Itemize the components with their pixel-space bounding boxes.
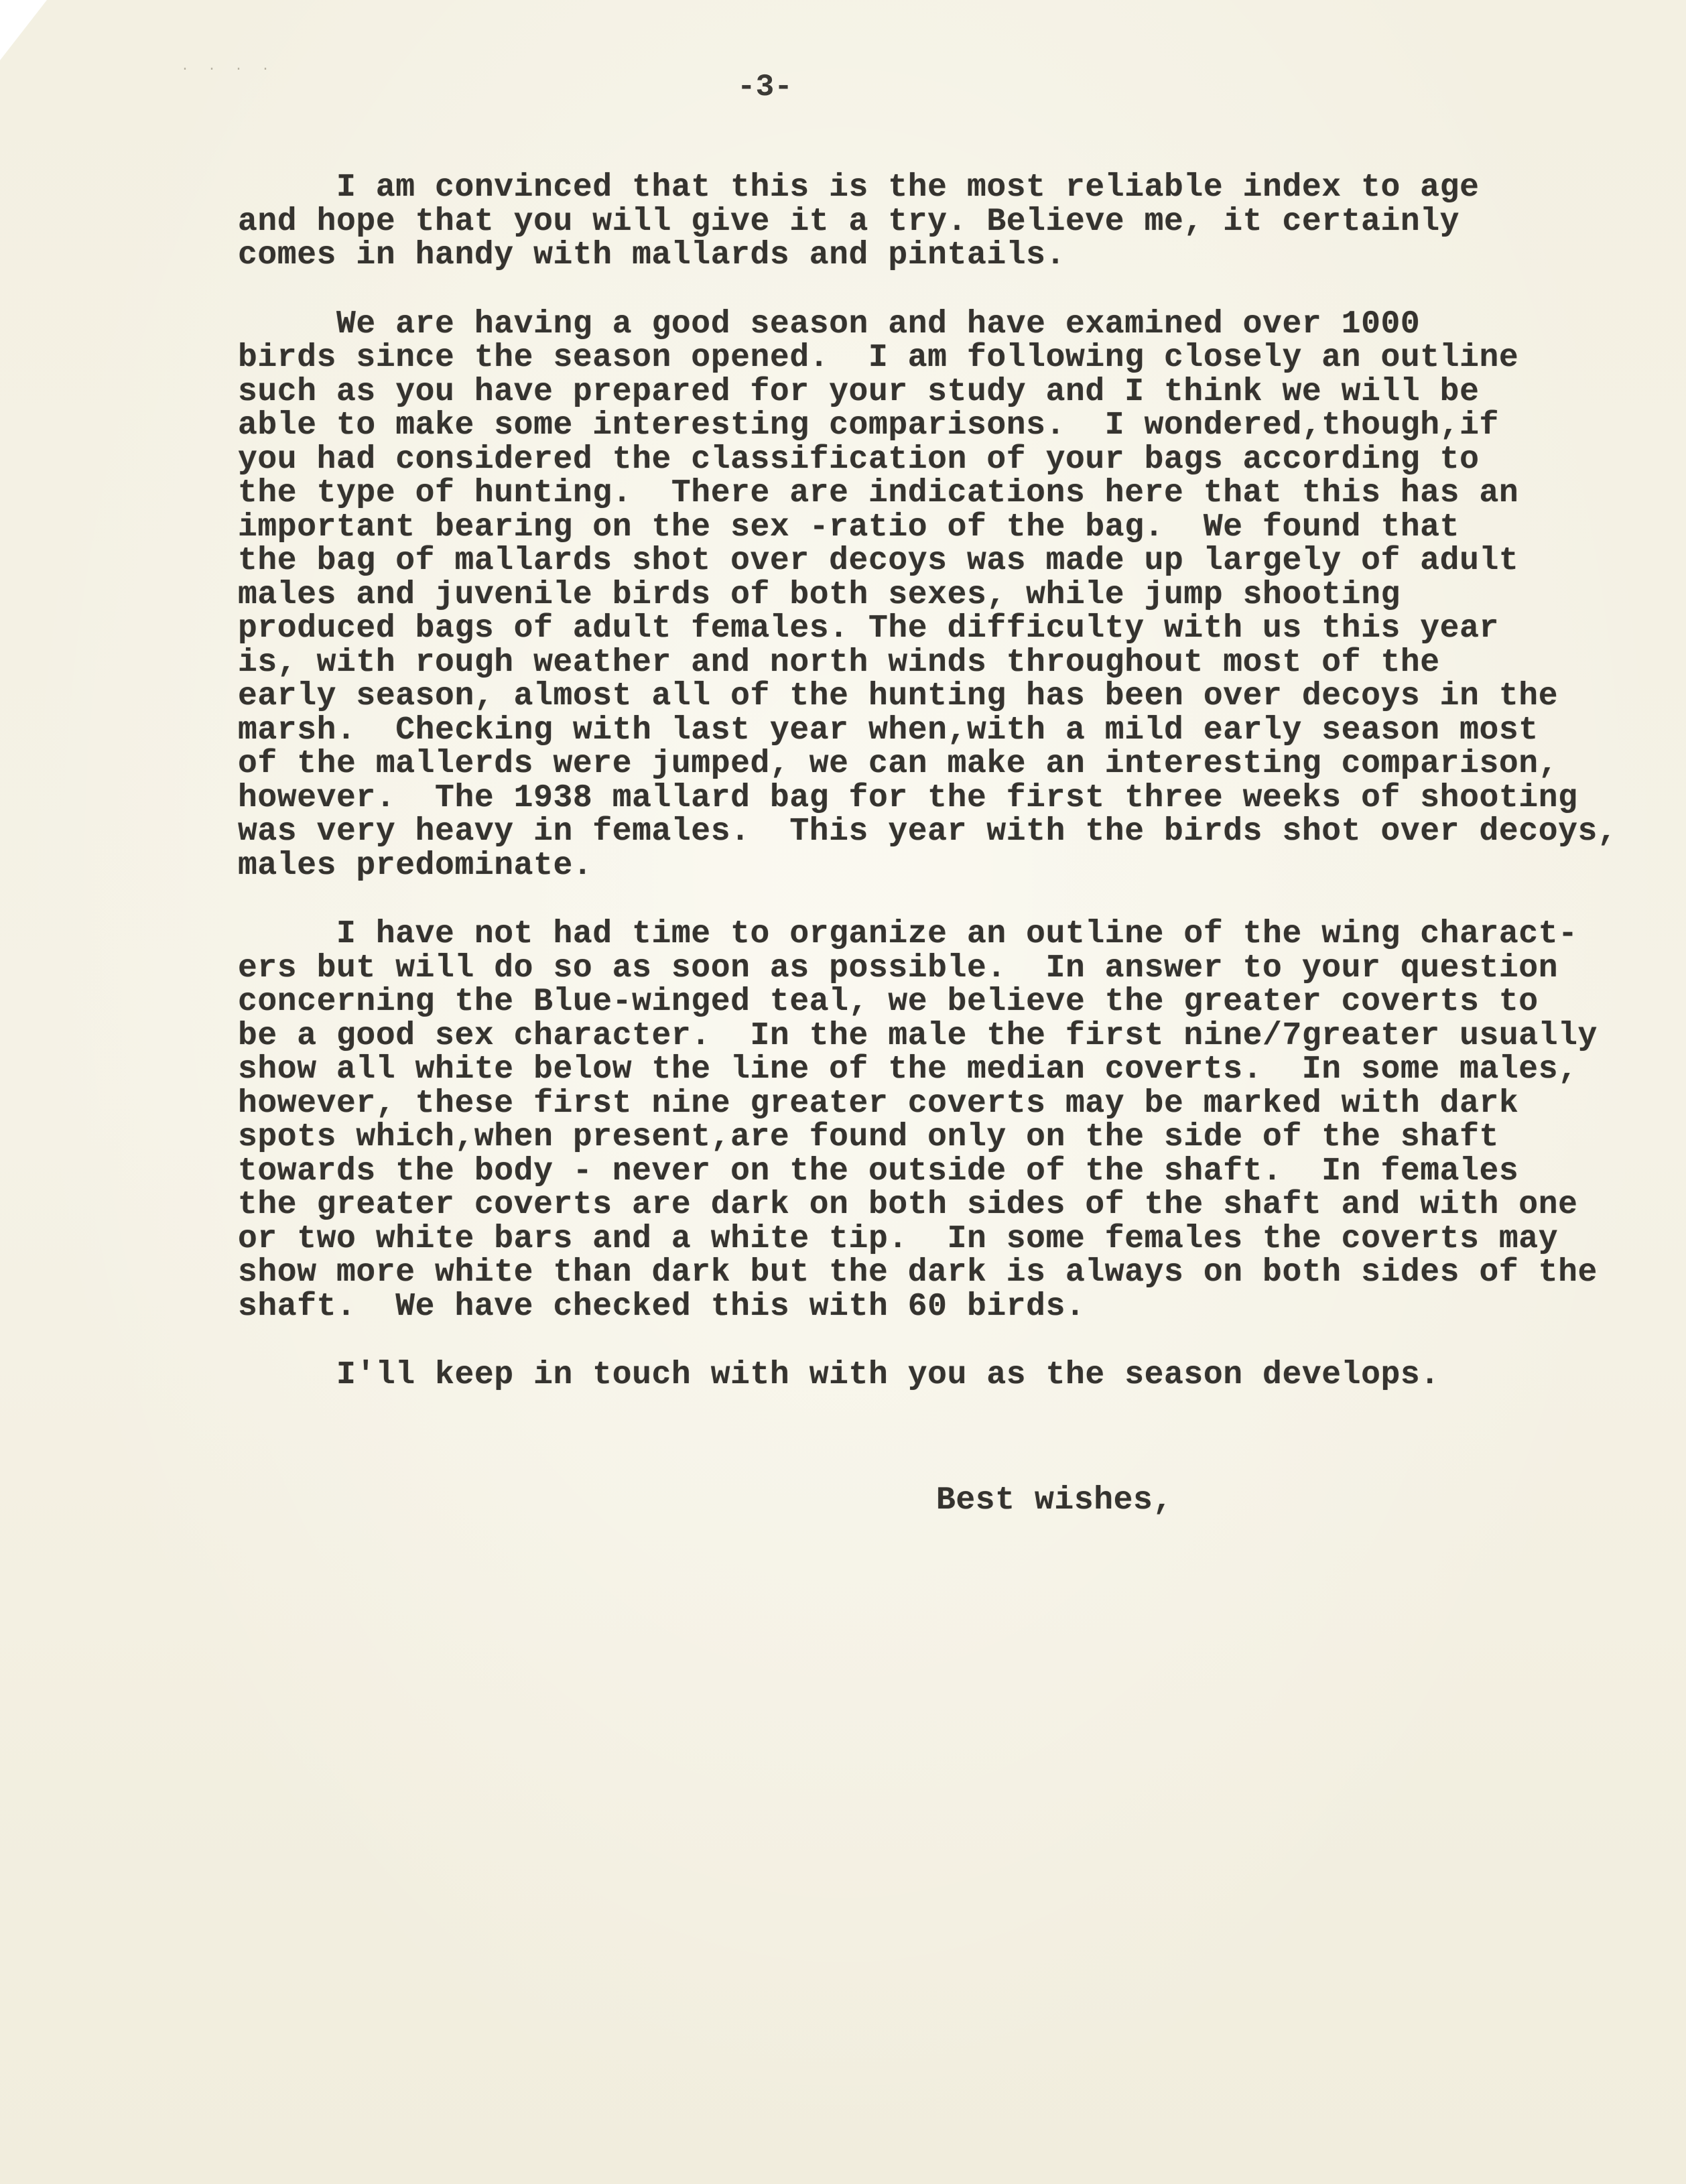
paragraph-2 bbox=[238, 308, 1645, 883]
text-line: such as you have prepared for your study and I think we will be bbox=[238, 373, 1480, 410]
text-line: comes in handy with mallards and pintails. bbox=[238, 237, 1065, 273]
text-line: males predominate. bbox=[238, 847, 593, 884]
paragraph-gap bbox=[238, 1324, 1645, 1358]
paragraph-gap bbox=[238, 883, 1645, 917]
text-line: I'll keep in touch with with you as the season develops. bbox=[238, 1357, 1440, 1393]
text-line: you had considered the classification of your bags according to bbox=[238, 441, 1480, 478]
text-line: is, with rough weather and north winds throughout most of the bbox=[238, 644, 1440, 681]
text-line: able to make some interesting comparisons. I wondered,though,if bbox=[238, 407, 1499, 444]
text-line: or two white bars and a white tip. In some females the coverts may bbox=[238, 1220, 1559, 1257]
folded-corner bbox=[0, 0, 47, 60]
text-line: show all white below the line of the median coverts. In some males, bbox=[238, 1051, 1578, 1088]
text-line: and hope that you will give it a try. Believe me, it certainly bbox=[238, 203, 1460, 240]
letter-body bbox=[238, 171, 1645, 1393]
text-line: spots which,when present,are found only on the side of the shaft bbox=[238, 1119, 1499, 1155]
text-line: the greater coverts are dark on both sides of the shaft and with one bbox=[238, 1187, 1578, 1223]
paragraph-1 bbox=[238, 171, 1645, 273]
text-line: be a good sex character. In the male the first nine/7greater usually bbox=[238, 1017, 1598, 1054]
text-line: marsh. Checking with last year when,with a mild early season most bbox=[238, 712, 1539, 749]
page-number: -3- bbox=[737, 70, 793, 105]
text-line: birds since the season opened. I am following closely an outline bbox=[238, 340, 1519, 376]
text-line: ers but will do so as soon as possible. In answer to your question bbox=[238, 950, 1559, 986]
text-line: however. The 1938 mallard bag for the first three weeks of shooting bbox=[238, 779, 1578, 816]
text-line: show more white than dark but the dark is always on both sides of the bbox=[238, 1255, 1598, 1291]
paragraph-4 bbox=[238, 1358, 1645, 1393]
text-line: important bearing on the sex -ratio of the bag. We found that bbox=[238, 509, 1460, 545]
paragraph-3 bbox=[238, 917, 1645, 1324]
paragraph-gap bbox=[238, 273, 1645, 308]
edge-marks: · · · · bbox=[181, 62, 275, 77]
text-line: We are having a good season and have examined over 1000 bbox=[238, 306, 1421, 342]
text-line: I am convinced that this is the most reliable index to age bbox=[238, 170, 1480, 206]
text-line: was very heavy in females. This year with the birds shot over decoys, bbox=[238, 814, 1618, 850]
text-line: I have not had time to organize an outline of the wing charact- bbox=[238, 916, 1578, 952]
text-line: however, these first nine greater coverts may be marked with dark bbox=[238, 1085, 1519, 1122]
text-line: the bag of mallards shot over decoys was made up largely of adult bbox=[238, 543, 1519, 579]
text-line: concerning the Blue-winged teal, we believe the greater coverts to bbox=[238, 984, 1539, 1020]
text-line: males and juvenile birds of both sexes, while jump shooting bbox=[238, 576, 1401, 613]
closing-salutation: Best wishes, bbox=[936, 1482, 1173, 1519]
text-line: produced bags of adult females. The difficulty with us this year bbox=[238, 611, 1499, 647]
text-line: the type of hunting. There are indications here that this has an bbox=[238, 475, 1519, 511]
text-line: towards the body - never on the outside of the shaft. In females bbox=[238, 1153, 1519, 1190]
text-line: of the mallerds were jumped, we can make an interesting comparison, bbox=[238, 746, 1559, 782]
text-line: shaft. We have checked this with 60 birds. bbox=[238, 1288, 1086, 1325]
text-line: early season, almost all of the hunting has been over decoys in the bbox=[238, 678, 1559, 714]
